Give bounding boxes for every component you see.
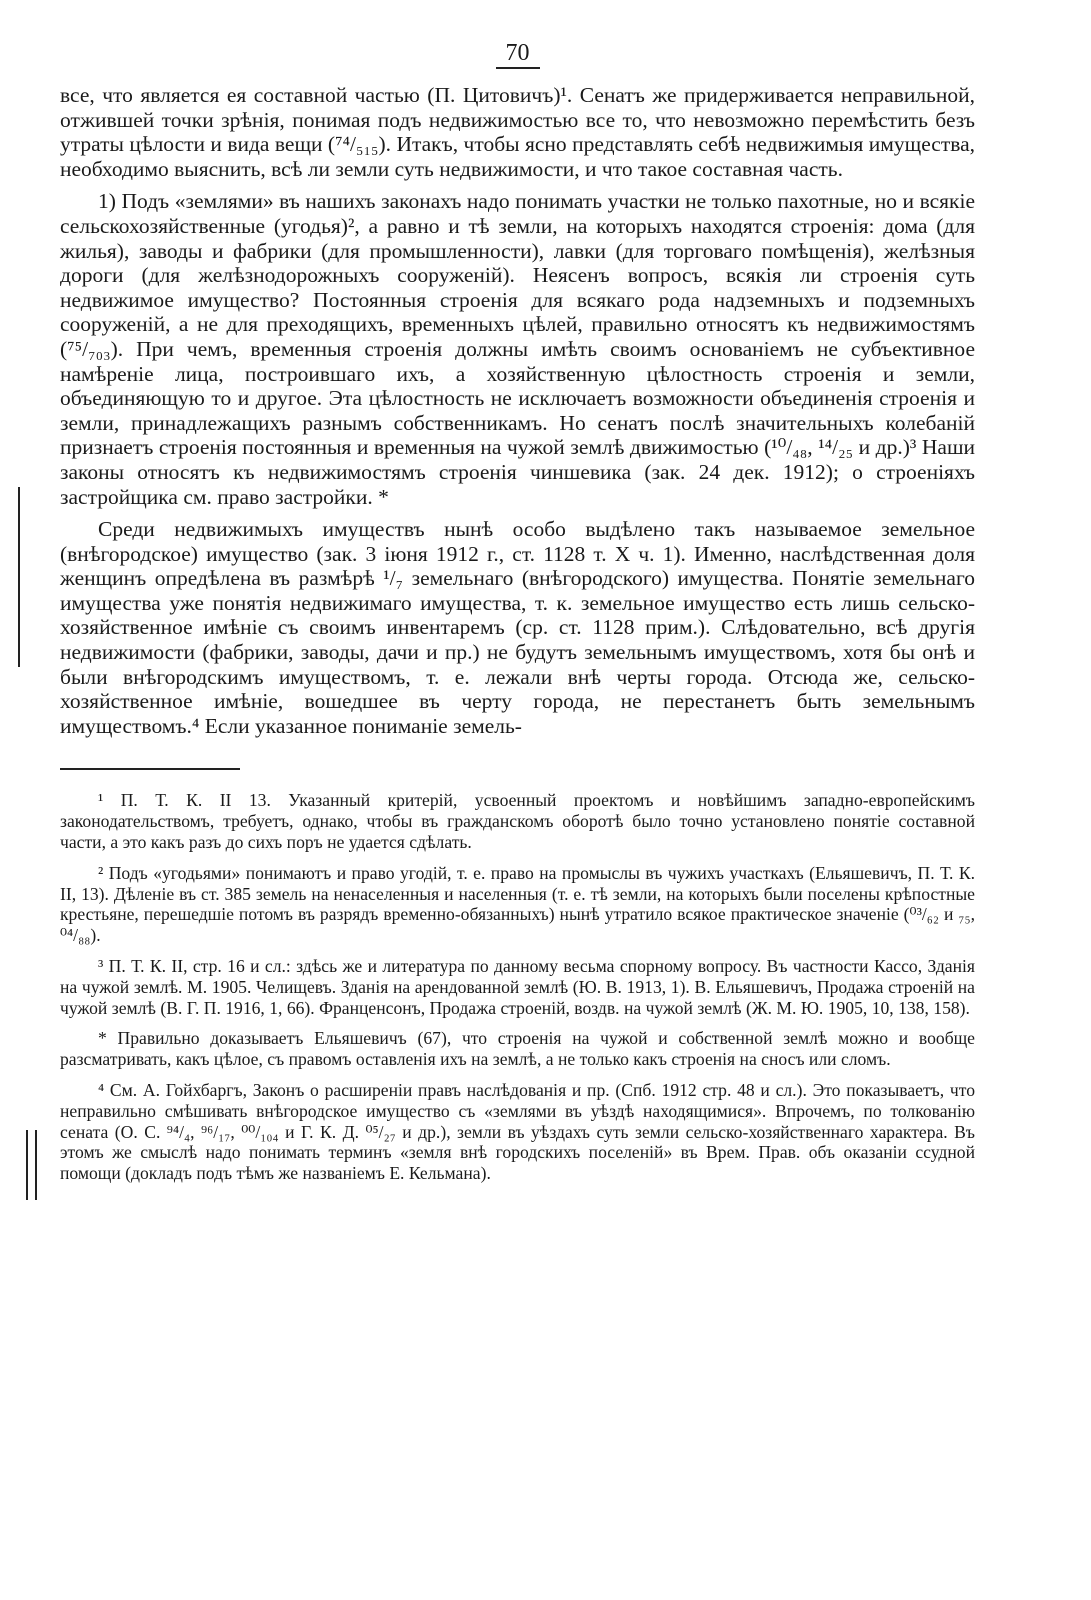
body-paragraph: 1) Подъ «землями» въ нашихъ законахъ надо понимать участки не только пахотные, но и всякіе сельскохозяйственные (угодья)², а равно и тѣ земли, на которыхъ находятся строенія: дома (для жилья), заводы и фабрики (для промышленности), лавки (для торговаго помѣщенія), желѣзныя дороги (для желѣзнодорожныхъ сооруженій). Неясенъ вопросъ, всякія ли строенія суть недвижимое имущество? Постоянныя строенія для всякаго рода надземныхъ и подземныхъ сооруженій, а не для преходящихъ, временныхъ цѣлей, правильно относятъ къ недвижимостямъ (⁷⁵/₇₀₃). При чемъ, временныя строенія должны имѣть своимъ основаніемъ не субъективное намѣреніе лица, построившаго ихъ, а хозяйственную цѣлостность строенія и земли, объединяющую то и другое. Эта цѣлостность не исключаетъ возможности объединенія строенія и земли, принадлежащихъ разнымъ собственникамъ. Но сенатъ послѣ значительныхъ колебаній признаетъ строенія постоянныя и временныя на чужой землѣ движимостью (¹⁰/₄₈, ¹⁴/₂₅ и др.)³ Наши законы относятъ къ недвижимостямъ строенія чиншевика (зак. 24 дек. 1912); о строеніяхъ застройщика см. право застройки. * xyxy=(60,189,975,509)
page xyxy=(60,40,975,1194)
footnote: ³ П. Т. К. II, стр. 16 и сл.: здѣсь же и литература по данному весьма спорному вопросу. Въ частности Кассо, Зданія на чужой землѣ. М. 1905. Челищевъ. Зданія на арендованной землѣ (Ю. В. 1913, 1). В. Ельяшевичъ, Продажа строеній на чужой землѣ (В. Г. П. 1916, 1, 66). Франценсонъ, Продажа строеній, воздв. на чужой землѣ (Ж. М. Ю. 1905, 10, 138, 158). xyxy=(60,956,975,1018)
footnote: ² Подъ «угодьями» понимаютъ и право угодій, т. е. право на промыслы въ чужихъ участкахъ (Ельяшевичъ, П. Т. К. II, 13). Дѣленіе въ ст. 385 земель на ненаселенныя и населенныя (т. е. тѣ земли, на которыхъ были поселены крѣпостные крестьяне, перешедшіе потомъ въ разрядъ временно-обязанныхъ) нынѣ утратило всякое практическое значеніе (⁰³/₆₂ и ₇₅, ⁰⁴/₈₈). xyxy=(60,862,975,946)
body-paragraph: все, что является ея составной частью (П. Цитовичъ)¹. Сенатъ же придерживается неправильной, отжившей точки зрѣнія, понимая подъ недвижимостью все то, что невозможно перемѣстить безъ утраты цѣлости и вида вещи (⁷⁴/₅₁₅). Итакъ, чтобы ясно представлять себѣ недвижимыя имущества, необходимо выяснить, всѣ ли земли суть недвижимости, и что такое составная часть. xyxy=(60,83,975,181)
footnote: ⁴ См. А. Гойхбаргъ, Законъ о расширеніи правъ наслѣдованія и пр. (Спб. 1912 стр. 48 и сл.). Это показываетъ, что неправильно смѣшивать внѣгородское имущество съ «землями въ уѣздѣ находящимися». Впрочемъ, по толкованію сената (О. С. ⁹⁴/₄, ⁹⁶/₁₇, ⁰⁰/₁₀₄ и Г. К. Д. ⁰⁵/₂₇ и др.), земли въ уѣздахъ суть земли сельско-хозяйственнаго характера. Въ этомъ же смыслѣ надо понимать терминъ «земля внѣ городскихъ поселеній» въ Врем. Прав. объ оказаніи ссудной помощи (докладъ подъ тѣмъ же названіемъ Е. Кельмана). xyxy=(60,1080,975,1184)
footnote: * Правильно доказываетъ Ельяшевичъ (67), что строенія на чужой и собственной землѣ можно и вообще разсматривать, какъ цѣлое, съ правомъ оставленія ихъ на землѣ, а не только какъ строенія на сносъ или сломъ. xyxy=(60,1028,975,1070)
footnote: ¹ П. Т. К. II 13. Указанный критерій, усвоенный проектомъ и новѣйшимъ западно-европейскимъ законодательствомъ, требуетъ, однако, чтобы въ гражданскомъ оборотѣ было точно установлено понятіе составной части, а это какъ разъ до сихъ поръ не удается сдѣлать. xyxy=(60,790,975,853)
margin-mark-double xyxy=(26,1130,28,1200)
margin-mark-single xyxy=(18,487,20,667)
margin-mark-double xyxy=(35,1130,37,1200)
footnote-separator xyxy=(60,768,240,770)
page-number: 70 xyxy=(60,40,975,69)
body-paragraph: Среди недвижимыхъ имуществъ нынѣ особо выдѣлено такъ называемое земельное (внѣгородское) имущество (зак. 3 іюня 1912 г., ст. 1128 т. X ч. 1). Именно, наслѣдственная доля женщинъ опредѣлена въ размѣрѣ ¹/₇ земельнаго (внѣгородского) имущества. Понятіе земельнаго имущества уже понятія недвижимаго имущества, т. к. земельное имущество есть лишь сельско-хозяйственное имѣніе съ своимъ инвентаремъ (ср. ст. 1128 прим.). Слѣдовательно, всѣ другія недвижимости (фабрики, заводы, дачи и пр.) не будутъ земельнымъ имуществомъ, хотя бы онѣ и были внѣгородскимъ имуществомъ, т. е. лежали внѣ черты города. Отсюда же, сельско-хозяйственное имѣніе, вошедшее въ черту города, не перестанетъ быть земельнымъ имуществомъ.⁴ Если указанное пониманіе земель- xyxy=(60,517,975,738)
